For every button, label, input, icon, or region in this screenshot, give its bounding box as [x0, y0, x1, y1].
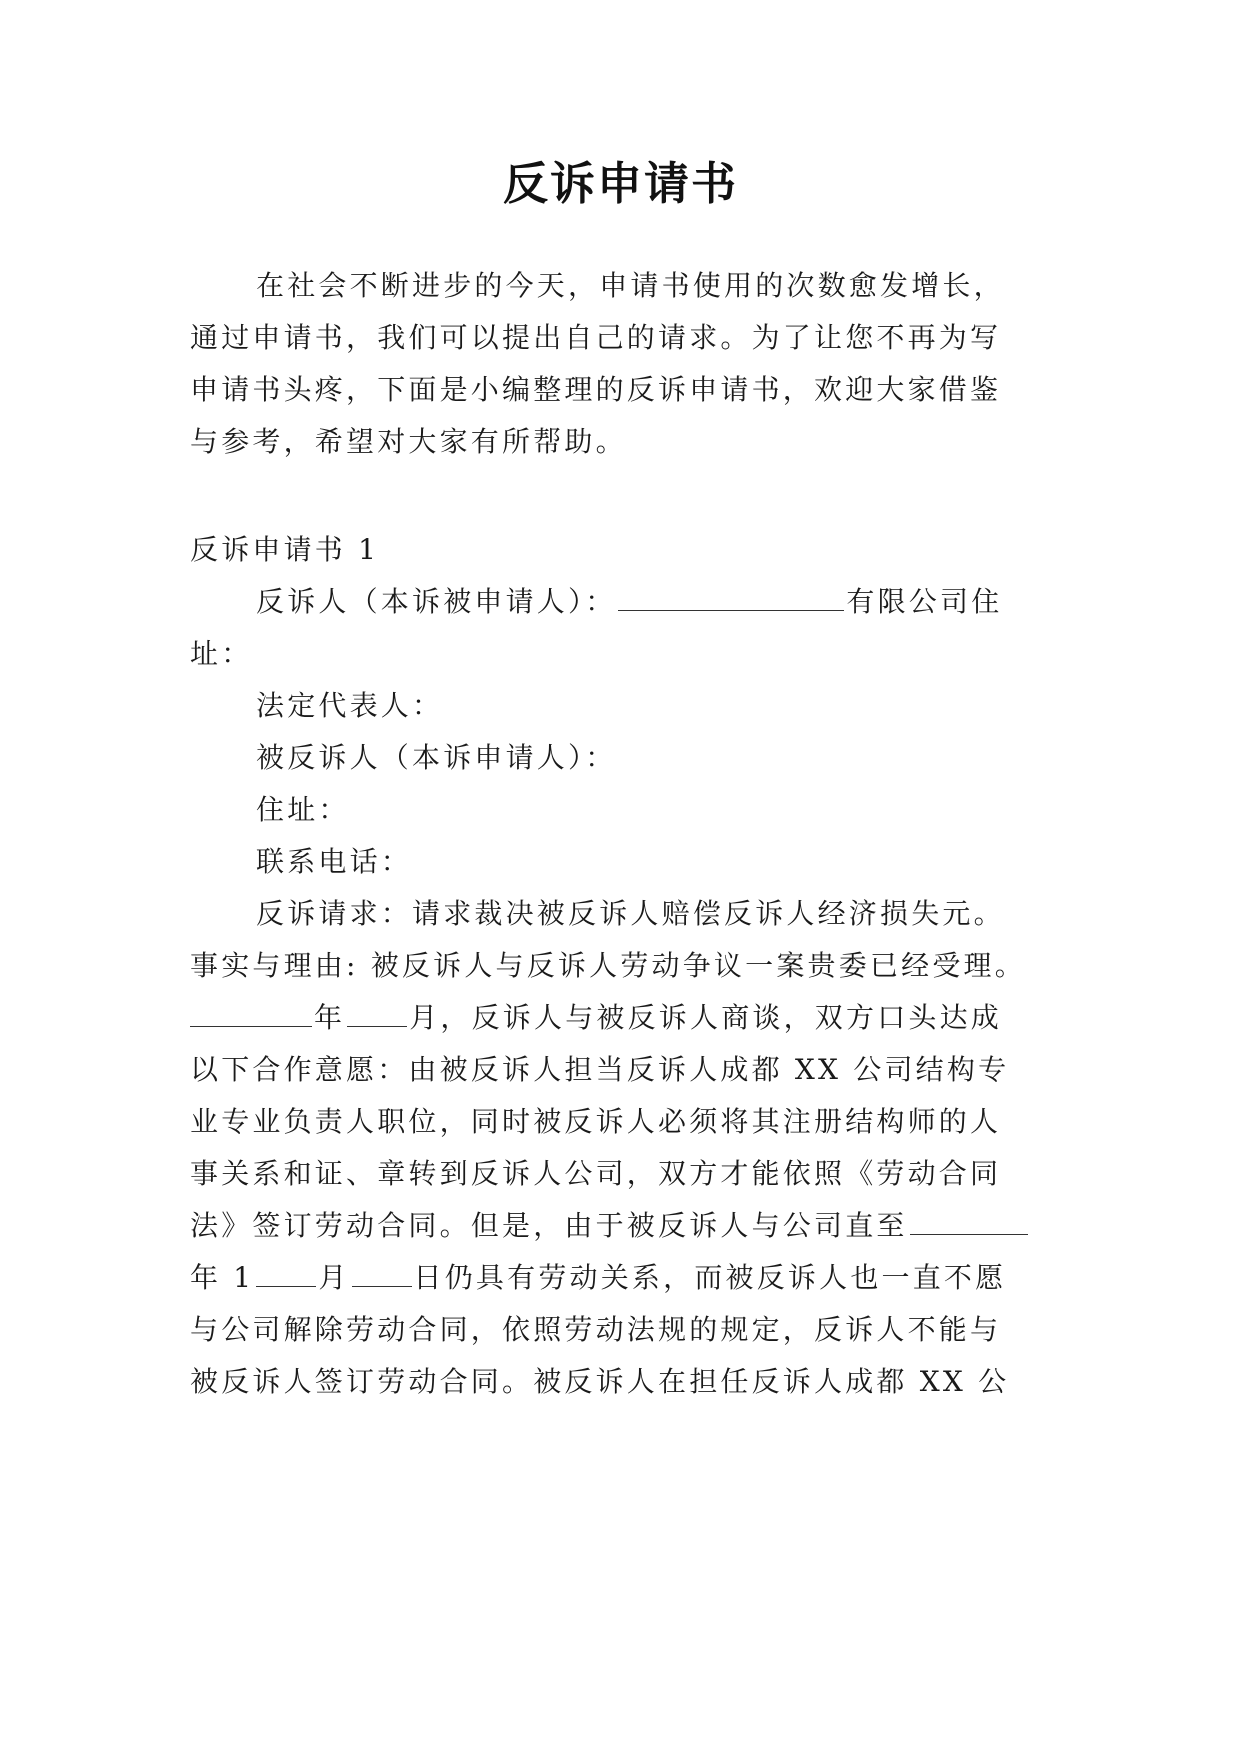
counter-claimant-suffix: 有限公司住: [846, 585, 1003, 618]
facts-line-7-year: 年 1: [190, 1261, 255, 1294]
facts-line-7-text: 日仍具有劳动关系，而被反诉人也一直不愿: [413, 1261, 1007, 1294]
company-name-blank: [618, 582, 844, 611]
legal-representative: 法定代表人：: [256, 689, 444, 722]
address: 住址：: [256, 793, 350, 826]
respondent: 被反诉人（本诉申请人）：: [256, 741, 617, 774]
intro-line-4: 与参考，希望对大家有所帮助。: [190, 425, 627, 458]
counter-claimant-label: 反诉人（本诉被申请人）：: [256, 585, 617, 618]
document-title: 反诉申请书: [502, 157, 738, 210]
facts-line-7-month: 月: [318, 1261, 350, 1294]
facts-line-3: 以下合作意愿：由被反诉人担当反诉人成都 XX 公司结构专: [190, 1053, 1010, 1086]
counter-claimant-address: 址：: [190, 637, 253, 670]
section-heading: 反诉申请书 1: [190, 533, 380, 566]
facts-line-6: [190, 1206, 1030, 1246]
phone: 联系电话：: [256, 845, 413, 878]
facts-line-5: 事关系和证、章转到反诉人公司，双方才能依照《劳动合同: [190, 1157, 1002, 1190]
counter-claim-request: 反诉请求：请求裁决被反诉人赔偿反诉人经济损失元。: [256, 897, 1005, 930]
until-year-blank: [910, 1206, 1028, 1235]
year-blank: [190, 998, 312, 1027]
facts-line-8: 与公司解除劳动合同，依照劳动法规的规定，反诉人不能与: [190, 1313, 1002, 1346]
facts-line-9: 被反诉人签订劳动合同。被反诉人在担任反诉人成都 XX 公: [190, 1365, 1010, 1398]
facts-line-4: 业专业负责人职位，同时被反诉人必须将其注册结构师的人: [190, 1105, 1002, 1138]
facts-line-2: [190, 998, 1002, 1038]
until-day-blank: [352, 1258, 412, 1287]
facts-line-1: 事实与理由: 被反诉人与反诉人劳动争议一案贵委已经受理。: [190, 949, 1026, 982]
until-month-blank: [256, 1258, 316, 1287]
intro-line-2: 通过申请书，我们可以提出自己的请求。为了让您不再为写: [190, 321, 1002, 354]
facts-line-2-text: 月，反诉人与被反诉人商谈，双方口头达成: [409, 1001, 1003, 1034]
counter-claimant-line: [256, 582, 1002, 622]
year-label: 年: [314, 1001, 346, 1034]
intro-line-3: 申请书头疼，下面是小编整理的反诉申请书，欢迎大家借鉴: [190, 373, 1002, 406]
month-blank: [347, 998, 407, 1027]
facts-line-7: [190, 1258, 1006, 1298]
intro-line-1: 在社会不断进步的今天，申请书使用的次数愈发增长，: [256, 269, 1005, 302]
facts-line-6-text: 法》签订劳动合同。但是，由于被反诉人与公司直至: [190, 1209, 908, 1242]
